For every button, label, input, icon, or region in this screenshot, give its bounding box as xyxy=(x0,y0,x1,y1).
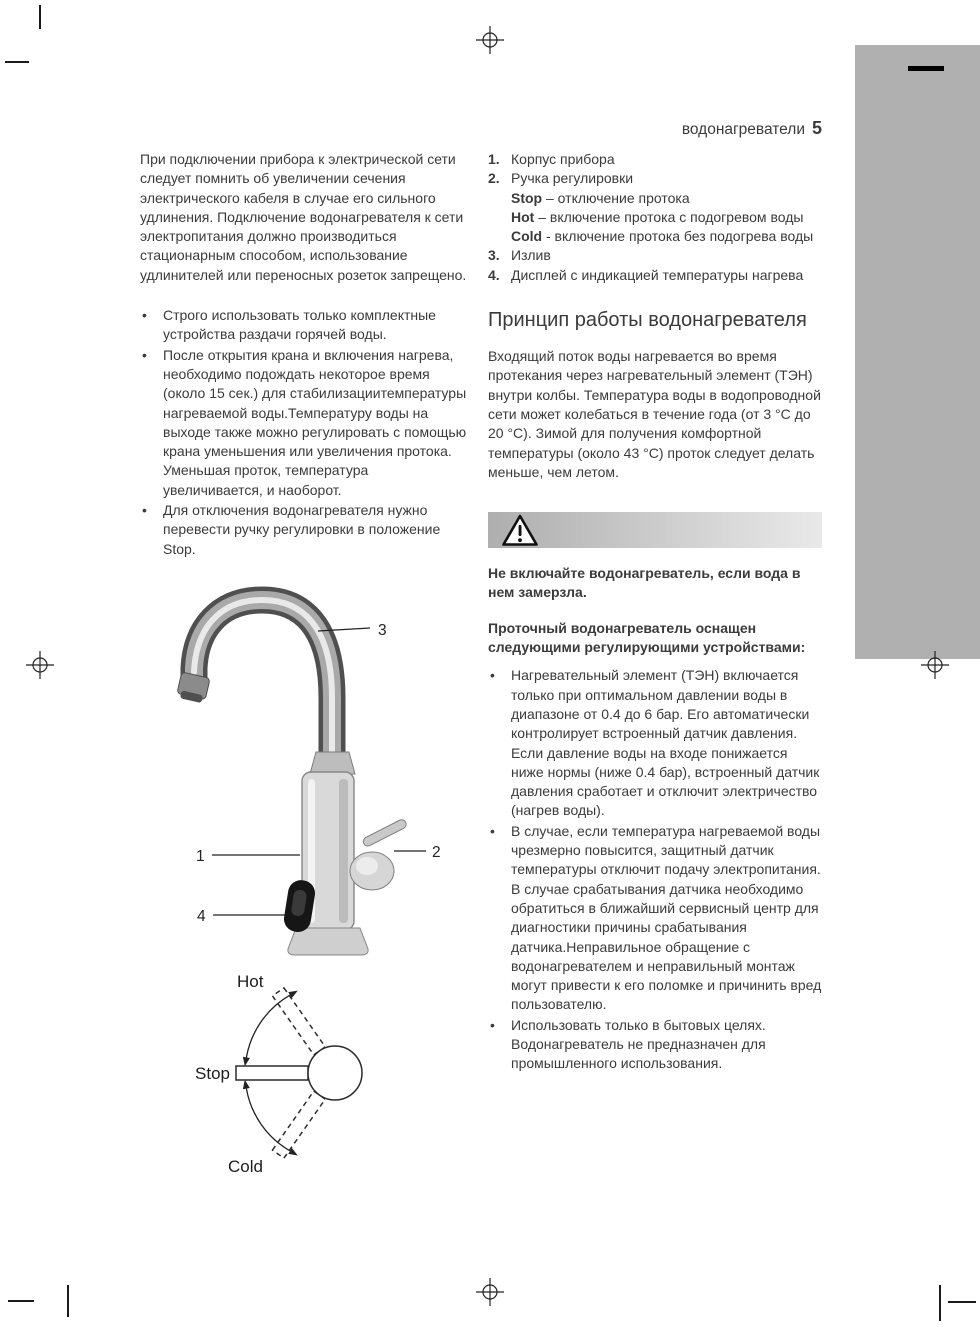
warning-banner xyxy=(488,512,822,548)
faucet-spout xyxy=(194,600,332,774)
crop-mark xyxy=(5,61,29,63)
section-title: Принцип работы водонагревателя xyxy=(488,309,807,332)
right-column xyxy=(488,150,822,1075)
sub-item xyxy=(511,189,822,208)
list-item xyxy=(488,1016,822,1074)
bullet-text: После открытия крана и включения нагрева, необходимо подождать некоторое время (около 15 сек.) для стабилизациитемпературы нагреваемой воды.Температуру воды на выходе также можно регулировать с помощью крана уменьшения или увеличения протока. Уменьшая проток, температура увеличивается, и наоборот. xyxy=(163,346,467,498)
bullet-text: Строго использовать только комплектные устройства раздачи горячей воды. xyxy=(163,307,436,343)
callout-number-2: 2 xyxy=(432,844,441,861)
dial-arc-down xyxy=(246,1089,290,1151)
callout-number-1: 1 xyxy=(196,848,205,865)
bullet-text: Нагревательный элемент (ТЭН) включается только при оптимальном давлении воды в диапазоне от 0.4 до 6 бар. Его автоматически контролирует встроенный датчик давления. Если давление воды на входе понижается ниже нормы (ниже 0.4 бар), встроенный датчик давления сработает и отключит электричество (нагрев воды). xyxy=(511,667,820,819)
dial-handle-stop xyxy=(236,1066,308,1080)
crop-mark xyxy=(67,1285,69,1317)
sub-item-text: – отключение протока xyxy=(542,189,690,206)
sub-item-text: - включение протока без подогрева воды xyxy=(542,228,814,245)
callout-number-4: 4 xyxy=(197,908,206,925)
list-item xyxy=(488,822,822,1015)
intro-paragraph: При подключении прибора к электрической сети следует помнить об увеличении сечения электрического кабеля в случае его сильного удлинения. Подключение водонагревателя к сети электропитания должно производиться стационарным способом, использование удлинителей или переносных розеток запрещено. xyxy=(140,151,467,283)
header-title: водонагреватели xyxy=(681,121,805,138)
numbered-item xyxy=(488,246,822,265)
sub-item-key: Stop xyxy=(511,189,543,206)
item-number: 2. xyxy=(488,170,500,187)
left-bullet-list xyxy=(140,306,468,559)
registration-mark xyxy=(476,1278,504,1306)
warning-icon xyxy=(500,512,540,549)
faucet-base xyxy=(288,928,368,955)
list-item xyxy=(140,346,468,500)
dial-handle-hot xyxy=(272,988,325,1055)
fold-mark xyxy=(908,66,944,71)
sub-item-text: – включение протока с подогревом воды xyxy=(534,208,804,225)
dial-handle-cold xyxy=(272,1091,325,1158)
numbered-item xyxy=(488,169,822,188)
right-bullet-list xyxy=(488,666,822,1073)
numbered-item xyxy=(488,150,822,169)
numbered-item xyxy=(488,266,822,285)
bullet-marker: • xyxy=(142,307,147,324)
faucet-handle xyxy=(350,818,408,890)
warning-text-frozen: Не включайте водонагреватель, если вода в нем замерзла. xyxy=(488,565,801,601)
sub-item-key: Cold xyxy=(511,228,543,245)
arrowhead xyxy=(243,1080,250,1090)
dial-knob xyxy=(308,1046,362,1100)
list-item xyxy=(140,501,468,559)
item-text: Излив xyxy=(511,247,551,264)
left-column xyxy=(140,150,468,560)
bullet-marker: • xyxy=(490,822,495,839)
sub-item xyxy=(511,208,822,227)
bullet-text: Для отключения водонагревателя нужно перевести ручку регулировки в положение Stop. xyxy=(163,502,441,557)
dial-arc-up xyxy=(246,995,290,1057)
item-text: Дисплей с индикацией температуры нагрева xyxy=(511,266,804,283)
dial-label-hot: Hot xyxy=(237,972,264,991)
crop-mark xyxy=(948,1301,976,1303)
dial-label-stop: Stop xyxy=(195,1064,230,1083)
edge-tab xyxy=(855,45,980,659)
bullet-marker: • xyxy=(142,346,147,363)
bullet-text: Использовать только в бытовых целях. Водонагреватель не предназначен для промышленного использования. xyxy=(511,1016,766,1072)
crop-mark xyxy=(8,1300,34,1302)
page-number: 5 xyxy=(811,118,822,138)
crop-mark xyxy=(939,1285,941,1321)
registration-mark xyxy=(921,651,949,679)
principle-paragraph: Входящий поток воды нагревается во время протекания через нагревательный элемент (ТЭН) внутри колбы. Температура воды в водопроводной сети может колебаться в течение года (от 3 °С до 20 °С). Зимой для получения комфортной температуры (около 43 °С) проток следует делать меньше, чем летом. xyxy=(488,348,821,480)
list-item xyxy=(488,666,822,820)
crop-mark xyxy=(39,5,41,29)
sub-item-key: Hot xyxy=(511,208,535,225)
item-number: 4. xyxy=(488,266,500,283)
registration-mark xyxy=(26,651,54,679)
dial-label-cold: Cold xyxy=(228,1157,263,1176)
bullet-marker: • xyxy=(142,502,147,519)
faucet-figure xyxy=(140,578,470,1190)
item-number: 1. xyxy=(488,151,500,167)
arrowhead xyxy=(243,1057,250,1067)
list-item xyxy=(140,306,468,345)
bullet-marker: • xyxy=(490,1016,495,1033)
page-header xyxy=(488,118,822,139)
bullet-marker: • xyxy=(490,667,495,684)
warning-text-devices: Проточный водонагреватель оснащен следующими регулирующими устройствами: xyxy=(488,619,806,656)
item-text: Корпус прибора xyxy=(511,151,615,167)
sub-item xyxy=(511,227,822,246)
item-text: Ручка регулировки xyxy=(511,170,634,187)
item-number: 3. xyxy=(488,247,500,264)
faucet-collar xyxy=(310,752,355,774)
registration-mark xyxy=(476,26,504,54)
bullet-text: В случае, если температура нагреваемой воды чрезмерно повысится, защитный датчик температуры отключит подачу электропитания. В случае срабатывания датчика необходимо обратиться в ближайший сервисный центр для диагностики причины срабатывания датчика.Неправильное обращение с водонагревателем и неправильный монтаж могут привести к его поломке и причинить вред пользователю. xyxy=(511,822,822,1013)
callout-number-3: 3 xyxy=(378,622,387,639)
